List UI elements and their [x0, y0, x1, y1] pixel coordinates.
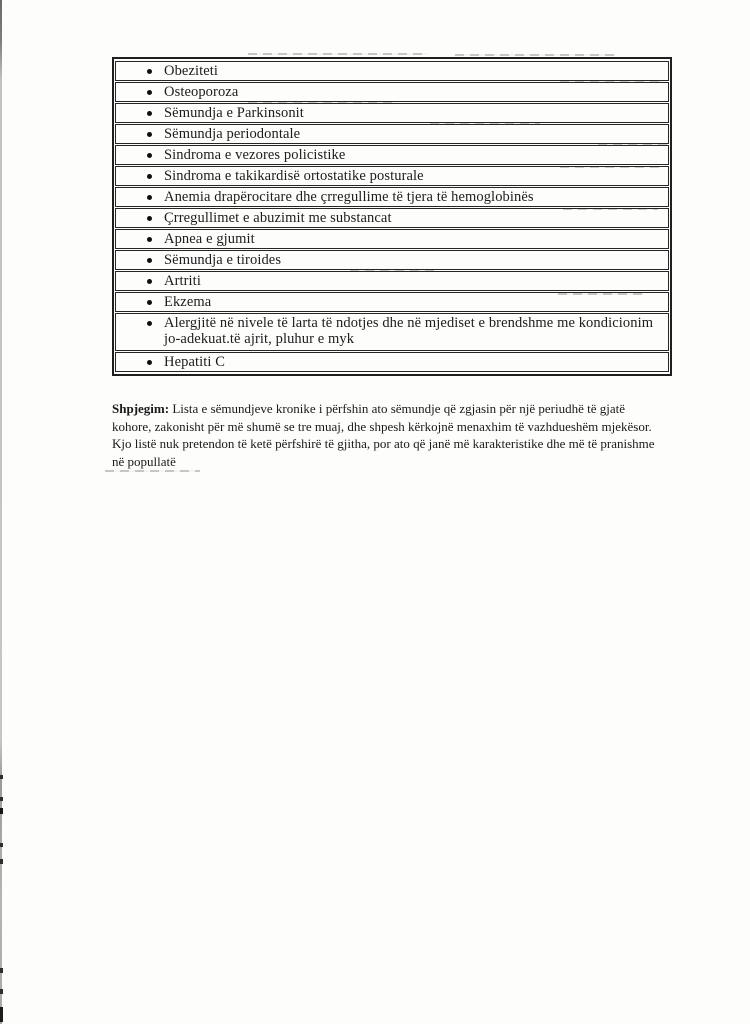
scan-mark	[0, 808, 3, 814]
disease-row	[115, 145, 669, 165]
disease-label: Anemia drapërocitare dhe çrregullime të tjera të hemoglobinës	[164, 189, 534, 205]
bullet-icon	[147, 258, 152, 263]
bullet-icon	[147, 132, 152, 137]
bullet-icon	[147, 111, 152, 116]
disease-label: Sindroma e vezores policistike	[164, 147, 346, 163]
bullet-icon	[147, 174, 152, 179]
disease-row	[115, 124, 669, 144]
scan-smudge	[248, 53, 428, 55]
disease-label: Ekzema	[164, 294, 212, 310]
disease-row	[115, 250, 669, 270]
disease-row	[115, 103, 669, 123]
bullet-icon	[147, 321, 152, 326]
disease-row	[115, 292, 669, 312]
disease-label: Obeziteti	[164, 63, 219, 79]
scan-mark	[0, 968, 3, 973]
scan-smudge	[455, 54, 615, 56]
bullet-icon	[147, 90, 152, 95]
bullet-icon	[147, 69, 152, 74]
note-line: kohore, zakonisht për më shumë se tre muaj, dhe shpesh kërkojnë menaxhim të vazhdueshëm mjekësor.	[112, 418, 652, 434]
bullet-icon	[147, 237, 152, 242]
scan-mark	[0, 859, 3, 864]
disease-label: Apnea e gjumit	[164, 231, 255, 247]
scan-mark-bottom-left	[0, 1007, 3, 1022]
note-line-text: Lista e sëmundjeve kronike i përfshin ato sëmundje që zgjasin për një periudhë të gjatë	[169, 401, 625, 416]
explanation-note	[112, 400, 692, 470]
disease-row	[115, 166, 669, 186]
disease-label: Osteoporoza	[164, 84, 239, 100]
bullet-icon	[147, 153, 152, 158]
scan-mark	[0, 797, 3, 801]
note-line	[112, 400, 692, 418]
disease-row	[115, 352, 669, 372]
disease-label: Sëmundja e Parkinsonit	[164, 105, 304, 121]
disease-row	[115, 229, 669, 249]
scan-mark	[0, 989, 3, 994]
disease-row	[115, 187, 669, 207]
disease-row	[115, 313, 669, 351]
bullet-icon	[147, 360, 152, 365]
bullet-icon	[147, 216, 152, 221]
disease-label: Çrregullimet e abuzimit me substancat	[164, 210, 392, 226]
scan-smudge	[105, 470, 200, 472]
disease-row	[115, 208, 669, 228]
note-line: në popullatë	[112, 453, 176, 469]
note-line: Kjo listë nuk pretendon të ketë përfshirë të gjitha, por ato që janë më karakteristike dhe më të pranishme	[112, 436, 655, 451]
bullet-icon	[147, 195, 152, 200]
bullet-icon	[147, 279, 152, 284]
disease-label: Artriti	[164, 273, 201, 289]
disease-row	[115, 61, 669, 81]
bullet-icon	[147, 300, 152, 305]
disease-label: Sëmundja periodontale	[164, 126, 301, 142]
disease-label: Hepatiti C	[164, 354, 226, 370]
disease-row	[115, 271, 669, 291]
disease-label: Sindroma e takikardisë ortostatike posturale	[164, 168, 424, 184]
scan-mark	[0, 843, 3, 847]
scan-mark	[0, 775, 3, 779]
disease-row	[115, 82, 669, 102]
note-label: Shpjegim:	[112, 401, 170, 416]
scan-edge-line	[0, 0, 2, 1024]
disease-label: Sëmundja e tiroides	[164, 252, 282, 268]
chronic-disease-table	[112, 57, 672, 376]
disease-label: Alergjitë në nivele të larta të ndotjes dhe në mjediset e brendshme me kondicionim jo-adekuat.të ajrit, pluhur e myk	[164, 315, 654, 347]
